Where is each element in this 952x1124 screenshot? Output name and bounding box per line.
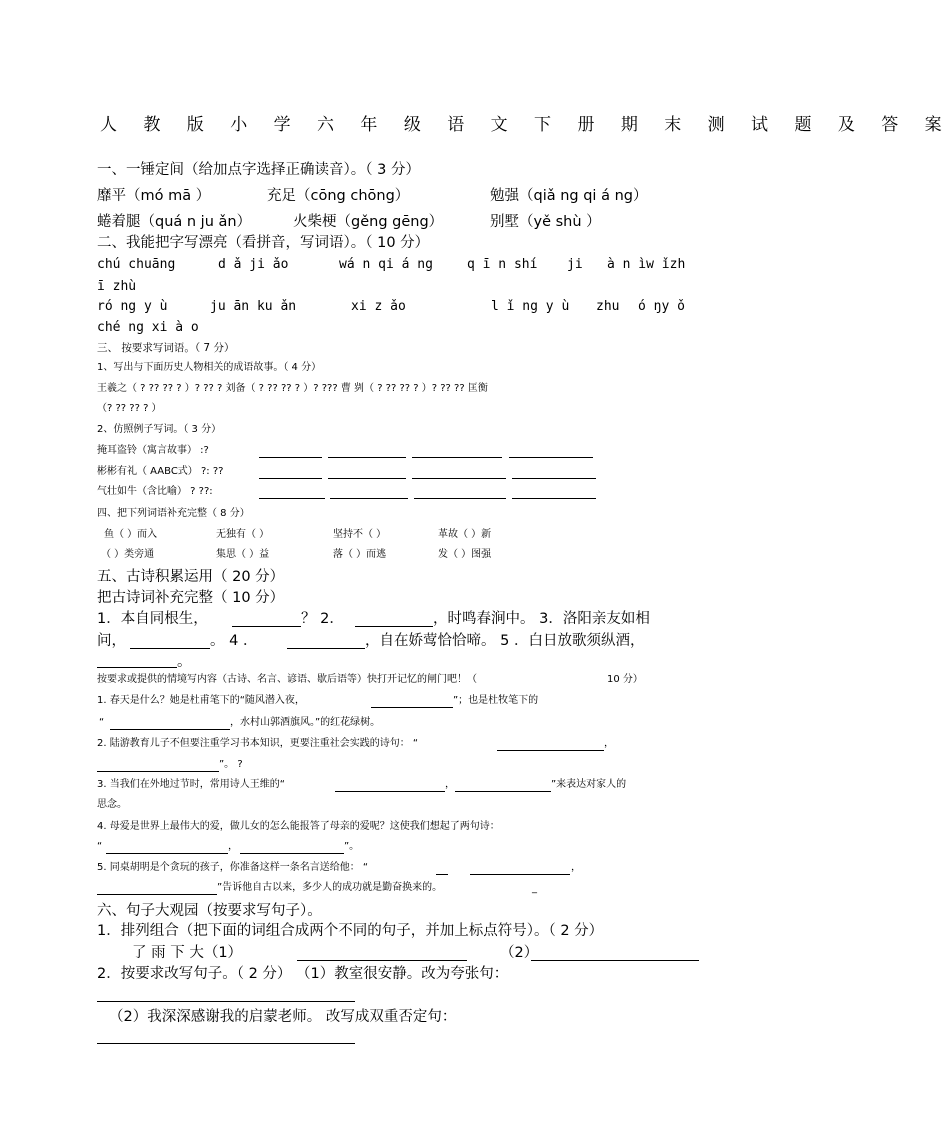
s6-q1-words: 了 雨 下 大（1） [132, 945, 243, 961]
answer-blank[interactable] [470, 874, 570, 875]
poem-line2-c: ，自在娇莺恰恰啼。 5 ．白日放歌须纵酒， [365, 633, 645, 649]
section3-heading: 三、 按要求写词语。（ 7 分） [97, 342, 235, 354]
blank[interactable] [509, 457, 593, 458]
idiom-2: 无独有（ ） [216, 529, 270, 540]
blank[interactable] [512, 478, 596, 479]
s5-q1-a: 1. 春天是什么？她是杜甫笔下的“随风潜入夜， [97, 695, 305, 706]
s1-word-3: 勉强（qiǎ ng qi á ng） [490, 188, 648, 204]
pinyin-6-cont: ī zhù [97, 279, 137, 294]
s5-q3-b: ， [445, 779, 455, 790]
s3-example-3: 气壮如牛（含比喻） ? ??: [97, 486, 213, 497]
s5-q1-b: ”；也是杜牧笔下的 [453, 695, 539, 706]
poem-line1-a: 1．本自同根生， [97, 611, 208, 627]
blank[interactable] [414, 498, 506, 499]
s3-q1: 1、写出与下面历史人物相关的成语故事。（ 4 分） [97, 362, 322, 373]
page-title: 人 教 版 小 学 六 年 级 语 文 下 册 期 末 测 试 题 及 答 案 [100, 115, 952, 135]
s1-word-6: 别墅（yě shù ） [490, 214, 601, 230]
s1-word-2: 充足（cōng chōng） [267, 188, 410, 204]
idiom-7: 落（ ）而逃 [333, 549, 387, 560]
poem-blank-2[interactable] [355, 626, 433, 627]
sentence-blank-2[interactable] [531, 960, 699, 961]
blank[interactable] [259, 457, 322, 458]
blank[interactable] [412, 457, 502, 458]
s5-q2-c: ”。 ? [219, 759, 243, 770]
poem-blank-1[interactable] [232, 626, 301, 627]
blank[interactable] [328, 478, 406, 479]
s5-requirement: 按要求或提供的情境写内容（古诗、名言、谚语、歇后语等）快打开记忆的闸门吧！（ [97, 674, 477, 685]
s1-word-5: 火柴梗（gěng gēng） [293, 214, 444, 230]
poem-line1-b: ？ 2． [301, 611, 344, 627]
pinyin-7: ró ng y ù [97, 299, 168, 314]
s6-q2: 2．按要求改写句子。（ 2 分） （1）教室很安静。改为夸张句： [97, 966, 509, 982]
s1-word-1: 靡平（mó mā ） [97, 188, 211, 204]
answer-blank[interactable] [335, 791, 445, 792]
s5-q3-a: 3. 当我们在外地过节时，常用诗人王维的“ [97, 779, 285, 790]
s3-q1-line1: 王羲之（ ? ?? ?? ? ）? ?? ? 刘备（ ? ?? ?? ? ）? ??? 曹 刿（ ? ?? ?? ? ）? ?? ?? 匡衡 [97, 383, 488, 394]
idiom-3: 坚持不（ ） [333, 529, 387, 540]
section4-heading: 四、把下列词语补充完整（ 8 分） [97, 508, 250, 519]
s5-requirement-score: 10 分） [607, 674, 643, 685]
answer-blank[interactable] [497, 750, 604, 751]
poem-line1-c: ，时鸣春涧中。 3．洛阳亲友如相 [433, 611, 650, 627]
pinyin-9: xi z ǎo [351, 299, 406, 314]
idiom-5: （ ）类旁通 [101, 549, 155, 560]
s6-q1-part2: （2） [500, 945, 539, 961]
answer-blank[interactable] [110, 729, 230, 730]
s3-q1-line2: （? ?? ?? ? ） [97, 403, 162, 414]
pinyin-6: à n ìw ǐzh [607, 257, 686, 272]
pinyin-12: ó ŋy ǒ [638, 299, 685, 314]
s5-q4-a: 4. 母爱是世界上最伟大的爱，做儿女的怎么能报答了母亲的爱呢？这使我们想起了两句诗： [97, 821, 500, 832]
poem-line3: 。 [177, 654, 192, 670]
answer-blank[interactable] [97, 894, 217, 895]
s3-q2: 2、仿照例子写词。（ 3 分） [97, 424, 222, 435]
s5-q5-a: 5. 同桌胡明是个贪玩的孩子，你准备这样一条名言送给他： “ [97, 862, 369, 873]
s6-q2b: （2）我深深感谢我的启蒙老师。 改写成双重否定句： [109, 1009, 457, 1025]
blank[interactable] [512, 498, 596, 499]
s5-q4-c: ， [228, 841, 238, 852]
answer-blank[interactable] [436, 874, 448, 875]
poem-blank-4[interactable] [287, 648, 365, 649]
s5-q4-d: ”。 [344, 841, 360, 852]
blank[interactable] [328, 457, 406, 458]
s5-q1-c: “ [99, 717, 105, 728]
sentence-blank-4[interactable] [97, 1043, 355, 1044]
s3-example-2: 彬彬有礼（ AABC式） ?: ?? [97, 466, 224, 477]
s5-subheading: 把古诗词补充完整（ 10 分） [97, 590, 285, 606]
idiom-4: 革故（ ）新 [438, 529, 492, 540]
answer-blank[interactable] [240, 853, 344, 854]
pinyin-3: wá n qi á ng [339, 257, 433, 272]
pinyin-12-cont: ché ng xi à o [97, 320, 199, 335]
s5-q1-d: ，水村山郭酒旗风。”的红花绿树。 [230, 717, 381, 728]
s5-q4-b: “ [97, 841, 103, 852]
pinyin-5: ji [567, 257, 583, 272]
pinyin-2: d ǎ ji ǎo [218, 257, 289, 272]
answer-blank[interactable] [97, 771, 219, 772]
poem-line2-a: 问， [97, 633, 126, 649]
pinyin-11: zhu [596, 299, 620, 314]
section6-heading: 六、句子大观园（按要求写句子）。 [97, 903, 322, 919]
s5-q2-a: 2. 陆游教育儿子不但要注重学习书本知识，更要注重社会实践的诗句： “ [97, 738, 419, 749]
pinyin-8: ju ān ku ǎn [210, 299, 297, 314]
s3-example-1: 掩耳盗铃（寓言故事） :? [97, 445, 209, 456]
s1-word-4: 蜷着腿（quá n ju ǎn） [97, 214, 252, 230]
s5-q2-b: ， [604, 738, 614, 749]
answer-blank[interactable] [455, 791, 551, 792]
s5-q5-d: _ [532, 883, 537, 894]
s5-q5-b: ， [571, 862, 581, 873]
pinyin-4: q ī n shí [467, 257, 538, 272]
blank[interactable] [259, 478, 322, 479]
blank[interactable] [330, 498, 408, 499]
s6-q1: 1．排列组合（把下面的词组合成两个不同的句子，并加上标点符号）。（ 2 分） [97, 923, 604, 939]
sentence-blank-1[interactable] [297, 960, 467, 961]
s5-q5-c: ”告诉他自古以来，多少人的成功就是勤奋换来的。 [217, 882, 443, 893]
idiom-8: 发（ ）图强 [438, 549, 492, 560]
answer-blank[interactable] [106, 853, 228, 854]
poem-blank-5[interactable] [97, 667, 177, 668]
s5-q3-d: 思念。 [97, 799, 127, 810]
idiom-6: 集思（ ）益 [216, 549, 270, 560]
idiom-1: 鱼（ ）而入 [104, 529, 158, 540]
blank[interactable] [412, 478, 506, 479]
poem-blank-3[interactable] [130, 648, 210, 649]
blank[interactable] [259, 498, 325, 499]
poem-line2-b: 。 4 ． [210, 633, 258, 649]
section1-heading: 一、一锤定间（给加点字选择正确读音）。（ 3 分） [97, 162, 420, 178]
section2-heading: 二、我能把字写漂亮（看拼音，写词语）。（ 10 分） [97, 235, 430, 251]
pinyin-1: chú chuāng [97, 257, 176, 272]
s5-q3-c: ”来表达对家人的 [551, 779, 627, 790]
sentence-blank-3[interactable] [97, 1001, 355, 1002]
section5-heading: 五、古诗积累运用（ 20 分） [97, 569, 285, 585]
pinyin-10: l ǐ ng y ù [491, 299, 570, 314]
answer-blank[interactable] [371, 707, 453, 708]
